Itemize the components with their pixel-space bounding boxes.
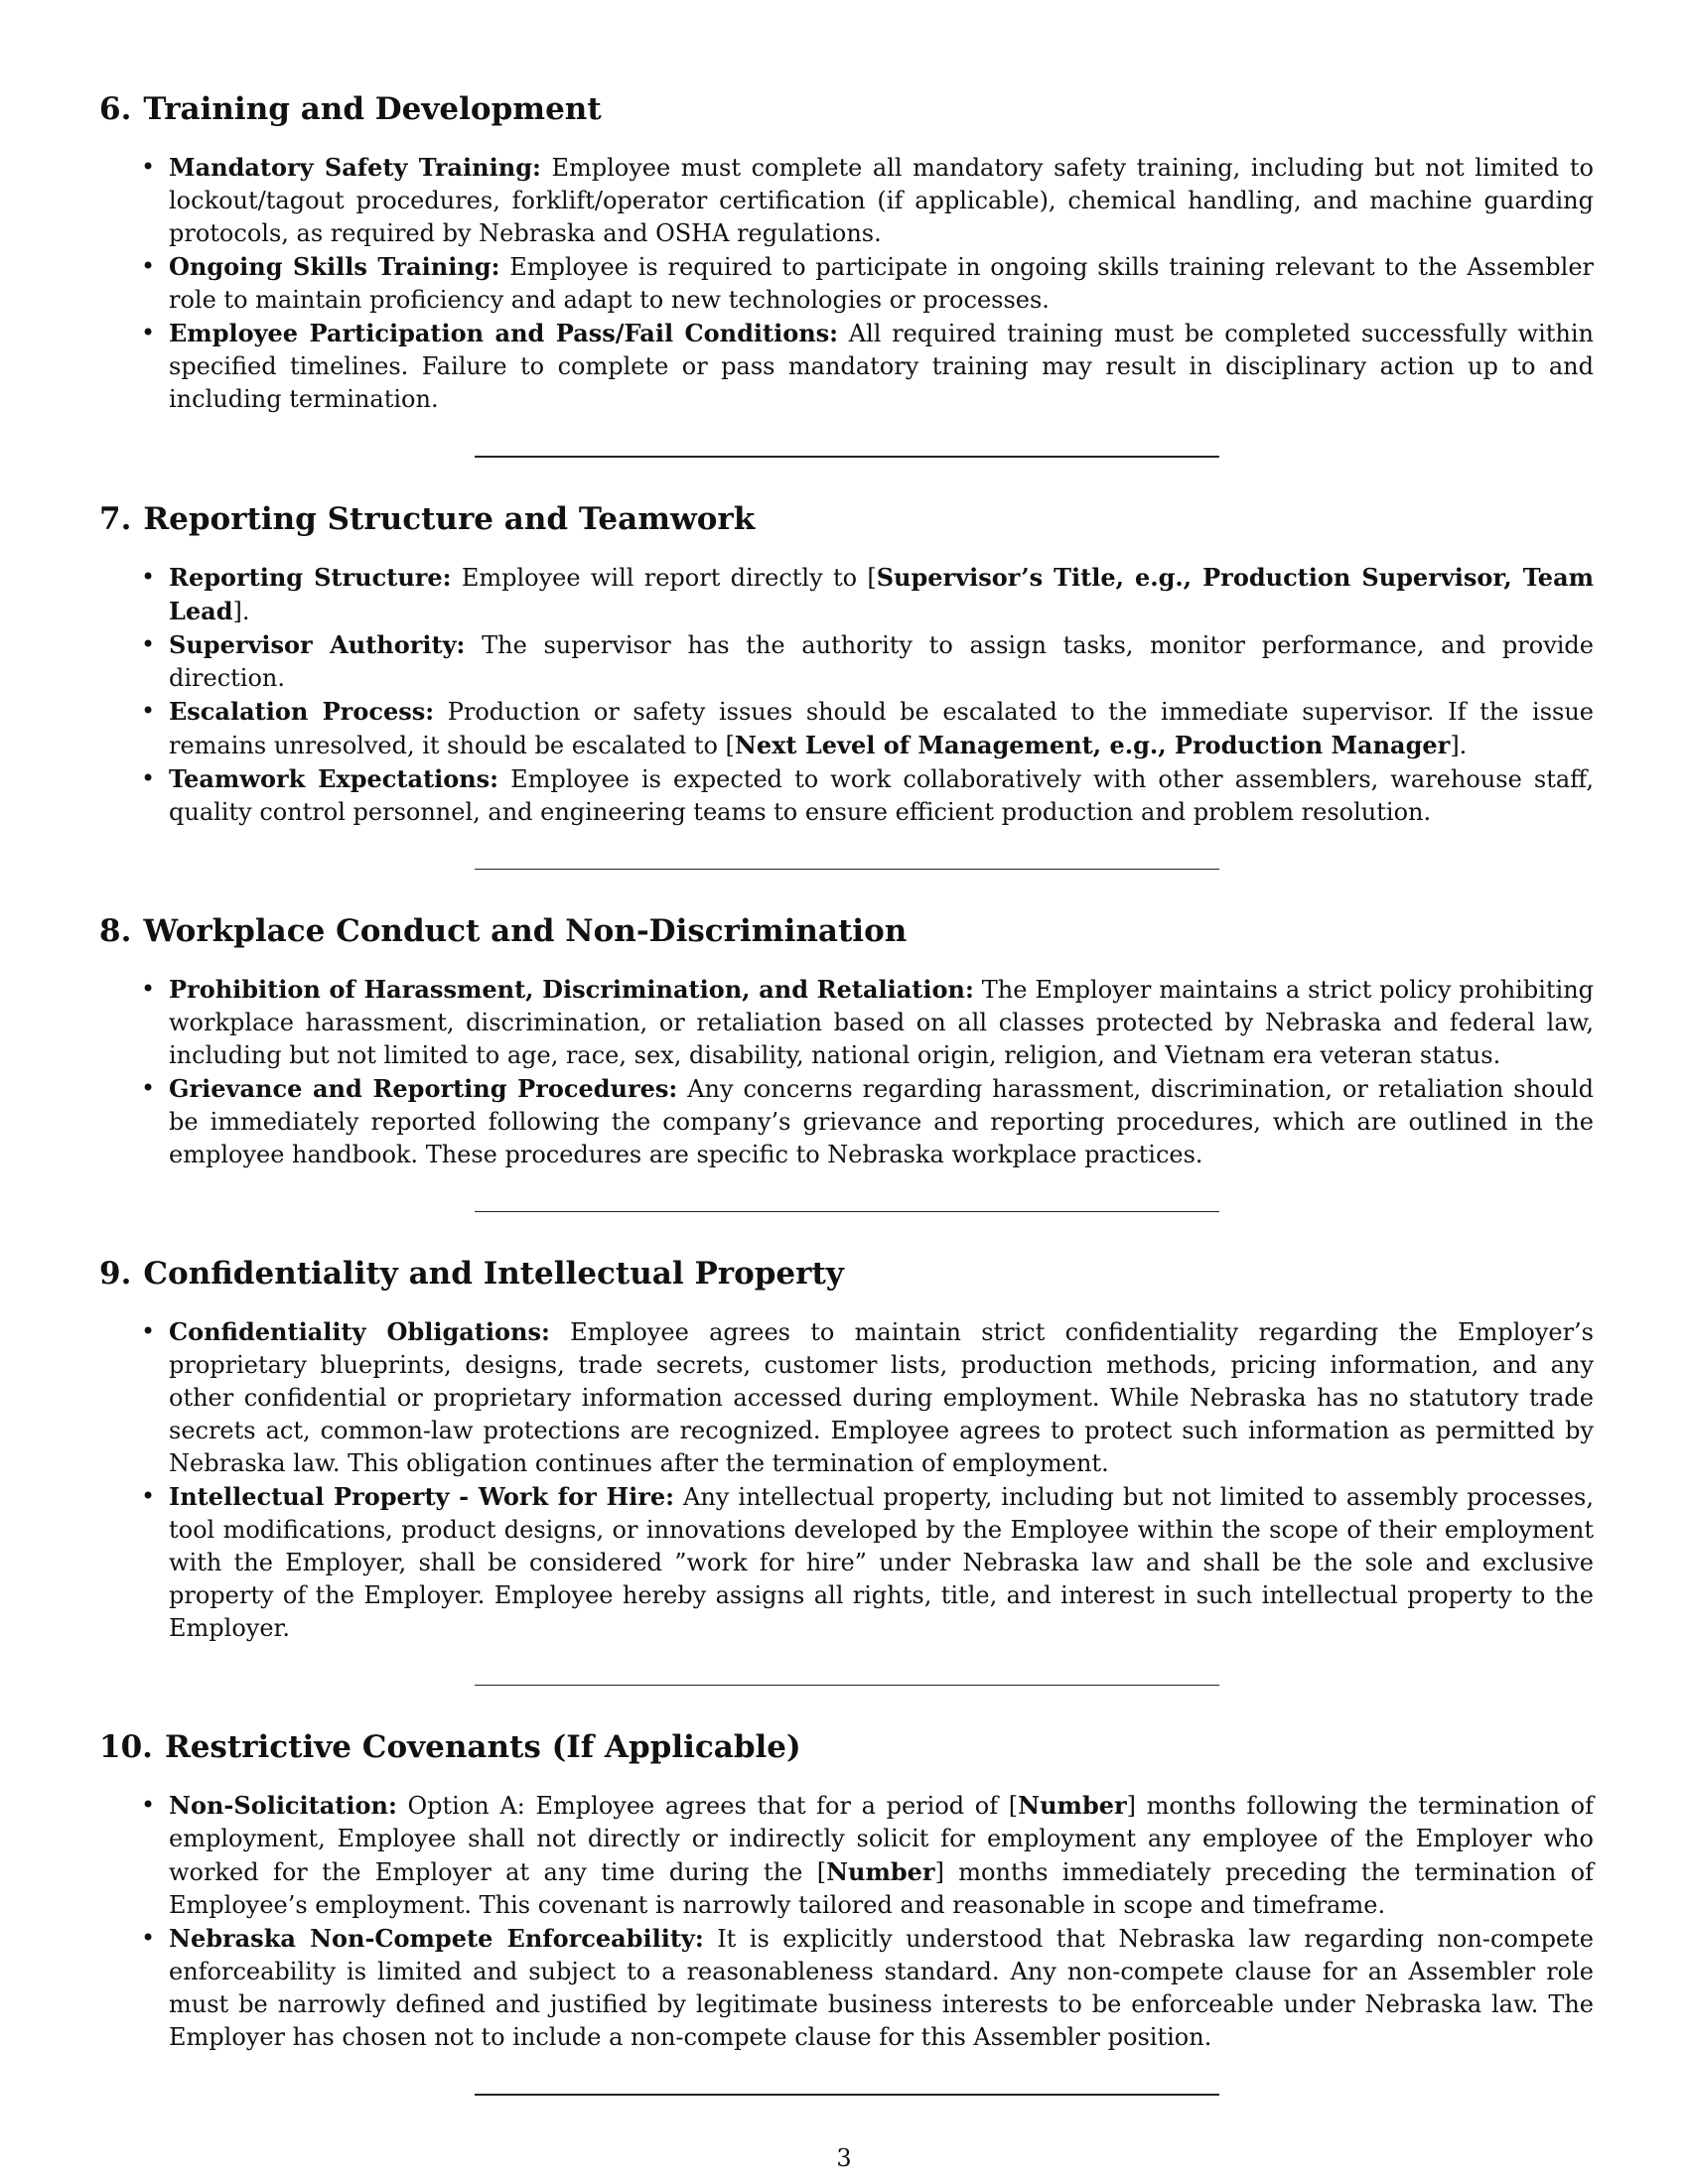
section-number: 8. [99, 913, 132, 949]
document-page [99, 89, 1594, 2134]
section-list [99, 1315, 1594, 1645]
section-title: Confidentiality and Intellectual Property [143, 1256, 844, 1292]
item-text: ]. [232, 598, 250, 625]
item-text: Employee must complete all mandatory safety training, including but not limited to lockout/tagout procedures, forklift/operator certification (if applicable), chemical handling, and machine guarding protocols, as required by Nebraska and OSHA regulations. [169, 154, 1594, 247]
item-text: Employee will report directly to [ [451, 564, 877, 592]
item-text: It is explicitly understood that Nebraska law regarding non-compete enforceability is limited and subject to a reasonableness standard. Any non-compete clause for an Assembler role must be narrowly defined and justified by legitimate business interests to be enforceable under Nebraska law. The Employer has chosen not to include a non-compete clause for this Assembler position. [169, 1925, 1595, 2051]
section-training-development [99, 89, 1594, 458]
section-restrictive-covenants [99, 1727, 1594, 2096]
section-heading [99, 911, 1594, 951]
bullet-icon: • [141, 1791, 156, 1819]
item-label: Grievance and Reporting Procedures: [169, 1074, 678, 1103]
placeholder-text: Next Level of Management, e.g., Production Manager [734, 731, 1451, 759]
bullet-icon: • [141, 252, 156, 280]
list-item [141, 561, 1595, 628]
item-text: Employee agrees to maintain strict confidentiality regarding the Employer’s proprietary blueprints, designs, trade secrets, customer lists, production methods, pricing information, and any other confidential or proprietary information accessed during employment. While Nebraska has no statutory trade secrets act, common-law protections are recognized. Employee agrees to protect such information as permitted by Nebraska law. This obligation continues after the termination of employment. [169, 1318, 1595, 1477]
item-text: Option A: Employee agrees that for a period of [ [396, 1792, 1019, 1820]
item-label: Mandatory Safety Training: [169, 153, 541, 182]
item-label: Nebraska Non-Compete Enforceability: [169, 1924, 704, 1953]
section-number: 10. [99, 1729, 153, 1765]
bullet-icon: • [141, 630, 156, 658]
item-text: Any concerns regarding harassment, discrimination, or retaliation should be immediately reported following the company’s grievance and reporting procedures, which are outlined in the employee handbook. These procedures are specific to Nebraska workplace practices. [169, 1075, 1594, 1168]
item-text: Employee is expected to work collaboratively with other assemblers, warehouse staff, quality control personnel, and engineering teams to ensure efficient production and problem resolution. [169, 765, 1594, 826]
section-number: 6. [99, 91, 132, 127]
placeholder-text: Number [826, 1857, 935, 1886]
item-text: The Employer maintains a strict policy prohibiting workplace harassment, discrimination, or retaliation based on all classes protected by Nebraska and federal law, including but not limited to age, race, sex, disability, national origin, religion, and Vietnam era veteran status. [169, 976, 1595, 1069]
list-item [141, 1315, 1595, 1480]
item-label: Escalation Process: [169, 697, 435, 726]
placeholder-text: Supervisor’s Title, e.g., Production Supervisor, Team Lead [169, 563, 1595, 625]
list-item [141, 1789, 1595, 1922]
section-workplace-conduct [99, 911, 1594, 1212]
section-list [99, 151, 1594, 416]
section-heading [99, 1254, 1594, 1294]
item-text: All required training must be completed successfully within specified timelines. Failure to complete or pass mandatory training may result in disciplinary action up to and including termination. [169, 320, 1594, 413]
list-item [141, 317, 1594, 416]
placeholder-text: Number [1018, 1791, 1127, 1820]
bullet-icon: • [141, 697, 156, 725]
item-text: ] months immediately preceding the termination of Employee’s employment. This covenant is narrowly tailored and reasonable in scope and timeframe. [169, 1858, 1595, 1919]
page-number: 3 [836, 2144, 852, 2172]
item-label: Non-Solicitation: [169, 1791, 397, 1820]
item-text: Employee is required to participate in ongoing skills training relevant to the Assembler role to maintain proficiency and adapt to new technologies or processes. [169, 253, 1594, 314]
section-list [99, 1789, 1594, 2054]
section-title: Workplace Conduct and Non-Discrimination [143, 913, 908, 949]
section-divider [475, 869, 1219, 870]
list-item [141, 628, 1594, 695]
item-label: Reporting Structure: [169, 563, 452, 592]
section-list [99, 561, 1594, 829]
section-divider [475, 1685, 1219, 1686]
section-heading [99, 1727, 1594, 1767]
list-item [141, 1922, 1595, 2054]
list-item [141, 250, 1594, 317]
item-text: The supervisor has the authority to assign tasks, monitor performance, and provide direction. [169, 631, 1594, 692]
section-title: Reporting Structure and Teamwork [143, 501, 756, 537]
list-item [141, 1480, 1594, 1645]
item-text: Production or safety issues should be escalated to the immediate supervisor. If the issue remains unresolved, it should be escalated to [ [169, 698, 1594, 759]
bullet-icon: • [141, 1482, 156, 1510]
list-item [141, 695, 1594, 762]
section-heading [99, 89, 1594, 129]
bullet-icon: • [141, 1924, 156, 1952]
bullet-icon: • [141, 153, 156, 181]
item-label: Confidentiality Obligations: [169, 1317, 550, 1346]
section-confidentiality [99, 1254, 1594, 1686]
bullet-icon: • [141, 975, 156, 1003]
item-label: Ongoing Skills Training: [169, 252, 500, 281]
section-reporting-structure [99, 499, 1594, 870]
list-item [141, 1072, 1594, 1171]
bullet-icon: • [141, 1317, 156, 1345]
section-heading [99, 499, 1594, 539]
section-divider [475, 1211, 1219, 1212]
section-divider [475, 456, 1219, 458]
item-text: ] months following the termination of employment, Employee shall not directly or indirectly solicit for employment any employee of the Employer who worked for the Employer at any time during the [ [169, 1792, 1594, 1886]
section-number: 7. [99, 501, 132, 537]
item-label: Intellectual Property - Work for Hire: [169, 1482, 675, 1511]
bullet-icon: • [141, 764, 156, 792]
list-item [141, 973, 1595, 1072]
bullet-icon: • [141, 1074, 156, 1102]
item-text: ]. [1450, 732, 1468, 759]
bullet-icon: • [141, 563, 156, 591]
list-item [141, 151, 1594, 250]
section-list [99, 973, 1594, 1171]
item-label: Employee Participation and Pass/Fail Conditions: [169, 319, 839, 347]
section-divider [475, 2094, 1219, 2096]
section-number: 9. [99, 1256, 132, 1292]
section-title: Training and Development [143, 91, 602, 127]
section-title: Restrictive Covenants (If Applicable) [164, 1729, 801, 1765]
item-label: Prohibition of Harassment, Discrimination, and Retaliation: [169, 975, 974, 1004]
list-item [141, 762, 1594, 829]
bullet-icon: • [141, 319, 156, 346]
item-label: Teamwork Expectations: [169, 764, 499, 793]
item-label: Supervisor Authority: [169, 630, 466, 659]
item-text: Any intellectual property, including but not limited to assembly processes, tool modifications, product designs, or innovations developed by the Employee within the scope of their employment with the Employer, shall be considered ”work for hire” under Nebraska law and shall be the sole and exclusive property of the Employer. Employee hereby assigns all rights, title, and interest in such intellectual property to the Employer. [169, 1483, 1594, 1642]
